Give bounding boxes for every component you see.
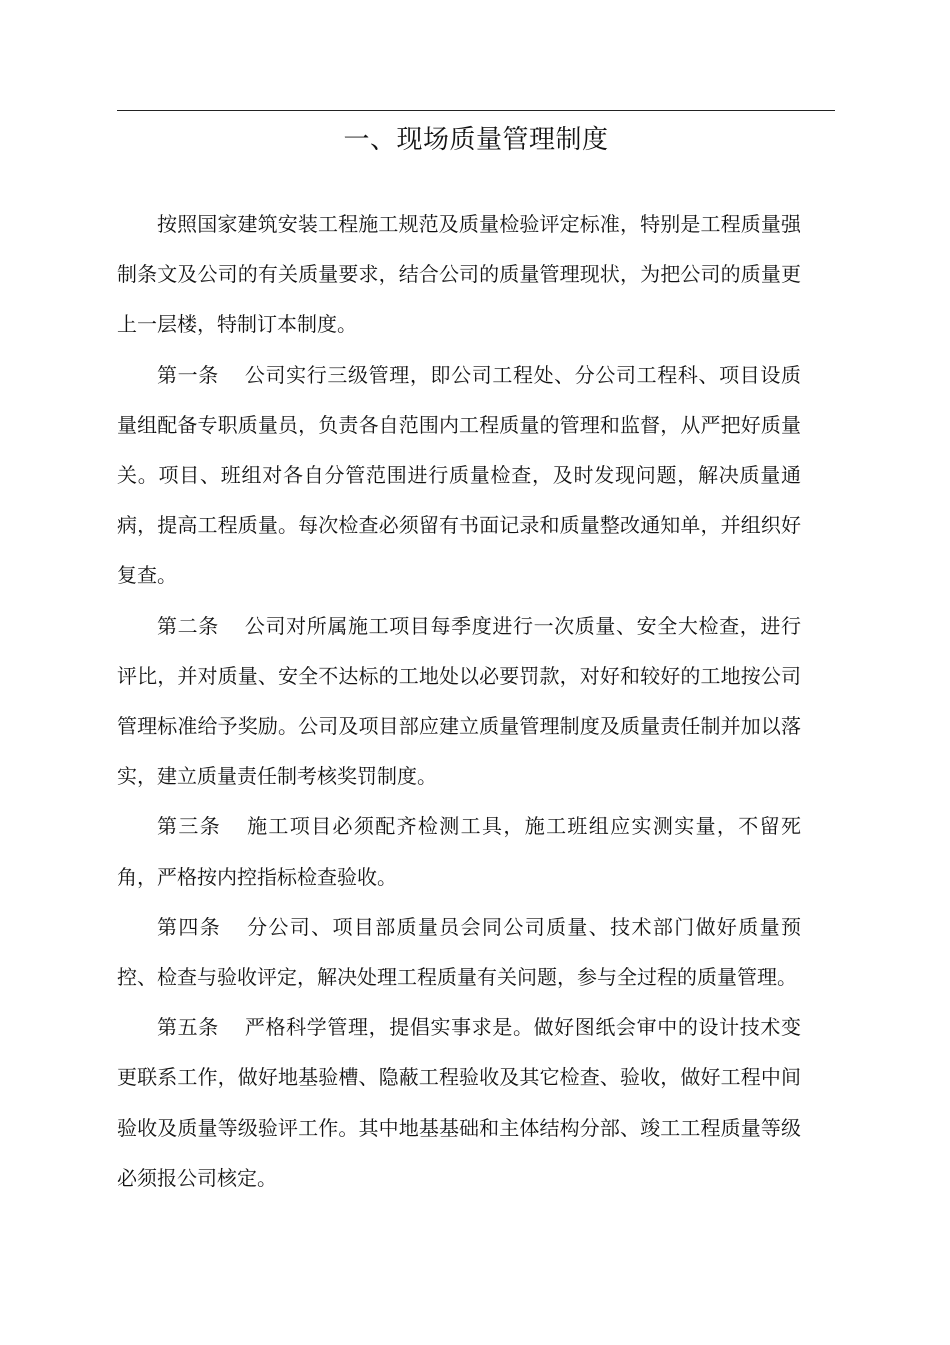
article-text: 分公司、项目部质量员会同公司质量、技术部门做好质量预控、检查与验收评定，解决处理工程质量有关问题，参与全过程的质量管理。 — [117, 914, 802, 990]
article-number: 第二条 — [157, 613, 219, 638]
article-number: 第五条 — [157, 1015, 219, 1040]
article-number: 第一条 — [157, 362, 219, 387]
intro-paragraph: 按照国家建筑安装工程施工规范及质量检验评定标准，特别是工程质量强制条文及公司的有关质量要求，结合公司的质量管理现状，为把公司的质量更上一层楼，特制订本制度。 — [117, 212, 801, 337]
article-paragraph — [117, 601, 801, 802]
document-title: 一、现场质量管理制度 — [343, 125, 609, 155]
article-paragraph — [117, 902, 801, 1002]
document-body — [117, 199, 801, 1203]
article-text: 公司对所属施工项目每季度进行一次质量、安全大检查，进行评比，并对质量、安全不达标的工地处以必要罚款，对好和较好的工地按公司管理标准给予奖励。公司及项目部应建立质量管理制度及质量责任制并加以落实，建立质量责任制考核奖罚制度。 — [117, 613, 802, 789]
article-paragraph — [117, 350, 801, 601]
article-paragraph — [117, 801, 801, 901]
article-text: 严格科学管理，提倡实事求是。做好图纸会审中的设计技术变更联系工作，做好地基验槽、隐蔽工程验收及其它检查、验收，做好工程中间验收及质量等级验评工作。其中地基基础和主体结构分部、竣工工程质量等级必须报公司核定。 — [117, 1015, 802, 1190]
article-text: 施工项目必须配齐检测工具，施工班组应实测实量，不留死角，严格按内控指标检查验收。 — [117, 814, 802, 889]
header-rule — [117, 110, 835, 111]
article-text: 公司实行三级管理，即公司工程处、分公司工程科、项目设质量组配备专职质量员，负责各自范围内工程质量的管理和监督，从严把好质量关。项目、班组对各自分管范围进行质量检查，及时发现问题，解决质量通病，提高工程质量。每次检查必须留有书面记录和质量整改通知单，并组织好复查。 — [117, 362, 802, 588]
article-paragraph — [117, 1002, 801, 1203]
article-number: 第四条 — [157, 914, 222, 939]
article-number: 第三条 — [157, 814, 222, 839]
